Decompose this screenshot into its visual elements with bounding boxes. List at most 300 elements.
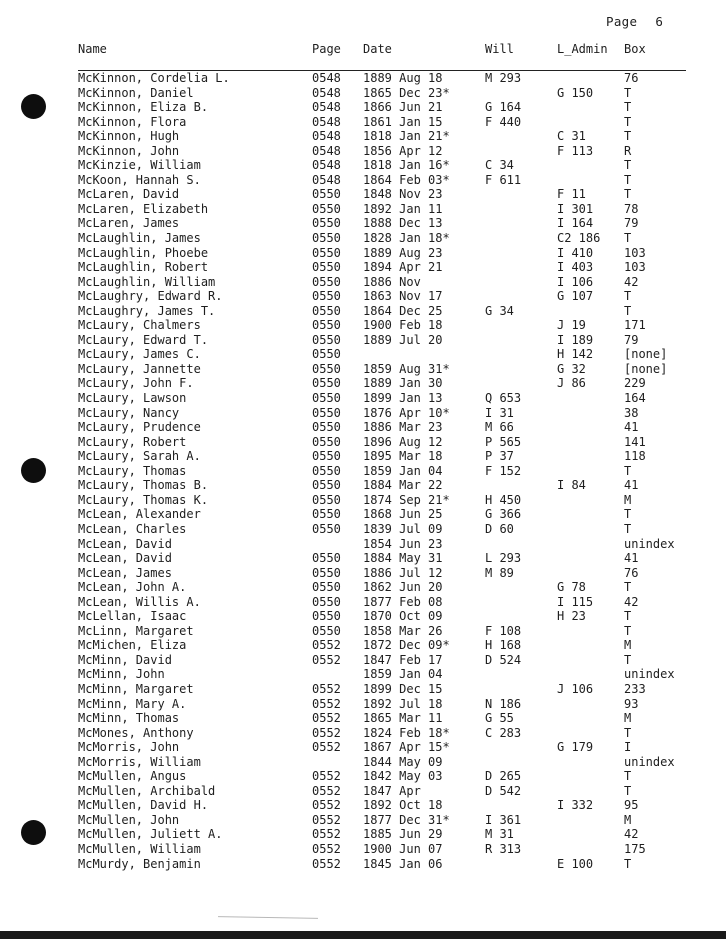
table-row (0, 769, 726, 784)
cell-box: [none] (624, 347, 668, 362)
cell-name: McMinn, Margaret (78, 681, 194, 696)
cell-page: 0552 (312, 740, 341, 755)
cell-name: McMorris, John (78, 740, 180, 755)
cell-will: M 31 (485, 827, 514, 842)
cell-name: McLaury, Edward T. (78, 332, 209, 347)
table-row (0, 507, 726, 522)
cell-l-admin: G 179 (557, 740, 594, 755)
scan-edge (0, 931, 726, 939)
cell-date: 1861 Jan 15 (363, 114, 443, 129)
cell-will: F 611 (485, 172, 522, 187)
cell-name: McLaury, Jannette (78, 361, 201, 376)
cell-name: McLean, John A. (78, 580, 187, 595)
cell-page: 0550 (312, 376, 341, 391)
cell-page: 0550 (312, 289, 341, 304)
cell-l-admin: I 301 (557, 201, 594, 216)
cell-name: McKinzie, William (78, 158, 201, 173)
cell-will: M 66 (485, 420, 514, 435)
cell-name: McLaury, Thomas K. (78, 492, 209, 507)
cell-will: G 34 (485, 303, 514, 318)
cell-name: McLean, David (78, 536, 172, 551)
cell-date: 1886 Jul 12 (363, 565, 443, 580)
cell-page: 0550 (312, 492, 341, 507)
cell-will: R 313 (485, 841, 522, 856)
cell-page: 0548 (312, 158, 341, 173)
cell-l-admin: G 107 (557, 289, 594, 304)
cell-box: T (624, 187, 632, 202)
cell-date: 1895 Mar 18 (363, 449, 443, 464)
cell-page: 0552 (312, 725, 341, 740)
cell-box: T (624, 783, 632, 798)
cell-name: McLaughlin, Robert (78, 260, 209, 275)
cell-box: T (624, 580, 632, 595)
cell-date: 1884 May 31 (363, 551, 443, 566)
cell-l-admin: I 189 (557, 332, 594, 347)
cell-date: 1889 Aug 23 (363, 245, 443, 260)
cell-box: T (624, 856, 632, 871)
cell-page: 0550 (312, 216, 341, 231)
cell-name: McMullen, Angus (78, 769, 187, 784)
table-row (0, 362, 726, 377)
cell-date: 1864 Dec 25 (363, 303, 443, 318)
cell-name: McLinn, Margaret (78, 623, 194, 638)
cell-l-admin: I 403 (557, 260, 594, 275)
table-row (0, 595, 726, 610)
stray-mark (218, 916, 318, 919)
table-row (0, 537, 726, 552)
table-row (0, 813, 726, 828)
cell-date: 1900 Feb 18 (363, 318, 443, 333)
cell-date: 1900 Jun 07 (363, 841, 443, 856)
cell-l-admin: I 332 (557, 798, 594, 813)
cell-date: 1888 Dec 13 (363, 216, 443, 231)
cell-page: 0552 (312, 681, 341, 696)
cell-name: McMorris, William (78, 754, 201, 769)
cell-box: 175 (624, 841, 646, 856)
cell-date: 1859 Jan 04 (363, 667, 443, 682)
cell-l-admin: G 78 (557, 580, 586, 595)
cell-date: 1872 Dec 09* (363, 638, 450, 653)
cell-box: 41 (624, 420, 639, 435)
cell-date: 1868 Jun 25 (363, 507, 443, 522)
cell-will: D 60 (485, 521, 514, 536)
cell-box: 42 (624, 274, 639, 289)
cell-will: Q 653 (485, 391, 522, 406)
cell-date: 1884 Mar 22 (363, 478, 443, 493)
cell-box: 41 (624, 478, 639, 493)
table-row (0, 798, 726, 813)
table-row (0, 566, 726, 581)
cell-name: McLaury, Thomas B. (78, 478, 209, 493)
cell-box: 118 (624, 449, 646, 464)
cell-date: 1862 Jun 20 (363, 580, 443, 595)
cell-box: T (624, 289, 632, 304)
cell-date: 1889 Jan 30 (363, 376, 443, 391)
cell-page: 0550 (312, 201, 341, 216)
cell-date: 1839 Jul 09 (363, 521, 443, 536)
cell-l-admin: H 23 (557, 609, 586, 624)
punch-hole-bottom (21, 820, 46, 845)
cell-date: 1867 Apr 15* (363, 740, 450, 755)
cell-name: McMichen, Eliza (78, 638, 187, 653)
cell-will: D 265 (485, 769, 522, 784)
cell-name: McLaury, Prudence (78, 420, 201, 435)
cell-l-admin: I 115 (557, 594, 594, 609)
cell-date: 1818 Jan 21* (363, 129, 450, 144)
cell-box: I (624, 740, 632, 755)
cell-name: McMinn, John (78, 667, 165, 682)
cell-date: 1877 Dec 31* (363, 812, 450, 827)
cell-name: McLaughlin, James (78, 231, 201, 246)
cell-box: unindex (624, 536, 675, 551)
cell-page: 0552 (312, 711, 341, 726)
table-row (0, 246, 726, 261)
header-will: Will (485, 42, 514, 56)
cell-name: McLaury, James C. (78, 347, 201, 362)
cell-name: McMinn, Mary A. (78, 696, 187, 711)
cell-box: T (624, 114, 632, 129)
table-row (0, 187, 726, 202)
table-row (0, 624, 726, 639)
cell-l-admin: C2 186 (557, 231, 601, 246)
cell-l-admin: I 84 (557, 478, 586, 493)
cell-page: 0550 (312, 347, 341, 362)
cell-page: 0550 (312, 478, 341, 493)
cell-page: 0550 (312, 463, 341, 478)
cell-name: McLean, Willis A. (78, 594, 201, 609)
cell-date: 1874 Sep 21* (363, 492, 450, 507)
table-row (0, 740, 726, 755)
cell-page: 0550 (312, 260, 341, 275)
table-row (0, 420, 726, 435)
cell-page: 0550 (312, 521, 341, 536)
cell-page: 0548 (312, 129, 341, 144)
table-row (0, 711, 726, 726)
table-row (0, 333, 726, 348)
cell-name: McMullen, Juliett A. (78, 827, 223, 842)
cell-date: 1889 Aug 18 (363, 71, 443, 85)
cell-page: 0550 (312, 318, 341, 333)
cell-page: 0550 (312, 551, 341, 566)
cell-page: 0548 (312, 114, 341, 129)
cell-page: 0550 (312, 332, 341, 347)
cell-box: T (624, 129, 632, 144)
table-row (0, 391, 726, 406)
table-row (0, 144, 726, 159)
punch-hole-top (21, 94, 46, 119)
cell-box: T (624, 769, 632, 784)
cell-box: 233 (624, 681, 646, 696)
cell-name: McKinnon, Daniel (78, 85, 194, 100)
cell-will: I 361 (485, 812, 522, 827)
cell-box: M (624, 812, 632, 827)
cell-date: 1854 Jun 23 (363, 536, 443, 551)
cell-date: 1847 Feb 17 (363, 652, 443, 667)
cell-page: 0550 (312, 623, 341, 638)
cell-box: 42 (624, 827, 639, 842)
cell-l-admin: H 142 (557, 347, 594, 362)
cell-name: McLaury, Chalmers (78, 318, 201, 333)
cell-will: M 89 (485, 565, 514, 580)
table-row (0, 347, 726, 362)
cell-l-admin: J 86 (557, 376, 586, 391)
table-row (0, 580, 726, 595)
cell-date: 1865 Dec 23* (363, 85, 450, 100)
table-row (0, 755, 726, 770)
cell-box: 93 (624, 696, 639, 711)
cell-box: 103 (624, 260, 646, 275)
cell-l-admin: J 106 (557, 681, 594, 696)
cell-date: 1824 Feb 18* (363, 725, 450, 740)
cell-date: 1899 Dec 15 (363, 681, 443, 696)
cell-page: 0552 (312, 841, 341, 856)
cell-name: McMullen, Archibald (78, 783, 216, 798)
cell-l-admin: G 150 (557, 85, 594, 100)
cell-date: 1870 Oct 09 (363, 609, 443, 624)
cell-page: 0550 (312, 565, 341, 580)
table-row (0, 216, 726, 231)
table-row (0, 260, 726, 275)
cell-box: T (624, 158, 632, 173)
cell-box: R (624, 143, 632, 158)
table-row (0, 638, 726, 653)
cell-will: P 565 (485, 434, 522, 449)
cell-page: 0550 (312, 303, 341, 318)
cell-will: C 34 (485, 158, 514, 173)
cell-date: 1889 Jul 20 (363, 332, 443, 347)
cell-date: 1892 Oct 18 (363, 798, 443, 813)
table-row (0, 857, 726, 872)
cell-date: 1828 Jan 18* (363, 231, 450, 246)
cell-page: 0550 (312, 187, 341, 202)
cell-date: 1896 Aug 12 (363, 434, 443, 449)
cell-box: 78 (624, 201, 639, 216)
cell-page: 0550 (312, 507, 341, 522)
cell-box: unindex (624, 754, 675, 769)
cell-will: H 450 (485, 492, 522, 507)
cell-date: 1885 Jun 29 (363, 827, 443, 842)
cell-l-admin: F 11 (557, 187, 586, 202)
cell-page: 0552 (312, 856, 341, 871)
table-row (0, 653, 726, 668)
table-row (0, 464, 726, 479)
cell-date: 1859 Jan 04 (363, 463, 443, 478)
cell-page: 0548 (312, 100, 341, 115)
table-row (0, 289, 726, 304)
cell-name: McKinnon, Eliza B. (78, 100, 209, 115)
cell-box: T (624, 100, 632, 115)
cell-page: 0552 (312, 652, 341, 667)
column-headers (0, 42, 726, 58)
cell-name: McLaughlin, Phoebe (78, 245, 209, 260)
table-row (0, 318, 726, 333)
cell-page: 0552 (312, 696, 341, 711)
cell-name: McKinnon, Flora (78, 114, 187, 129)
table-row (0, 158, 726, 173)
header-box: Box (624, 42, 646, 56)
cell-box: 76 (624, 565, 639, 580)
page-label: Page (606, 14, 638, 29)
cell-date: 1886 Mar 23 (363, 420, 443, 435)
cell-date: 1894 Apr 21 (363, 260, 443, 275)
punch-hole-middle (21, 458, 46, 483)
cell-name: McLaren, Elizabeth (78, 201, 209, 216)
table-row (0, 129, 726, 144)
cell-name: McMullen, William (78, 841, 201, 856)
cell-name: McLean, James (78, 565, 172, 580)
cell-name: McMinn, Thomas (78, 711, 180, 726)
cell-l-admin: E 100 (557, 856, 594, 871)
cell-page: 0550 (312, 420, 341, 435)
cell-name: McLaren, James (78, 216, 180, 231)
cell-will: M 293 (485, 71, 522, 85)
cell-date: 1842 May 03 (363, 769, 443, 784)
cell-page: 0550 (312, 231, 341, 246)
cell-name: McLaury, Nancy (78, 405, 180, 420)
cell-will: D 524 (485, 652, 522, 667)
cell-l-admin: G 32 (557, 361, 586, 376)
cell-date: 1892 Jul 18 (363, 696, 443, 711)
cell-page: 0550 (312, 274, 341, 289)
cell-page: 0550 (312, 449, 341, 464)
cell-name: McKinnon, John (78, 143, 180, 158)
cell-name: McLaury, Robert (78, 434, 187, 449)
cell-name: McLaury, Lawson (78, 391, 187, 406)
cell-page: 0550 (312, 594, 341, 609)
table-row (0, 551, 726, 566)
cell-name: McLellan, Isaac (78, 609, 187, 624)
cell-date: 1858 Mar 26 (363, 623, 443, 638)
cell-date: 1859 Aug 31* (363, 361, 450, 376)
cell-box: [none] (624, 361, 668, 376)
cell-name: McLaughry, James T. (78, 303, 216, 318)
cell-name: McMullen, John (78, 812, 180, 827)
cell-name: McKinnon, Hugh (78, 129, 180, 144)
page-number-header (606, 14, 663, 29)
cell-page: 0548 (312, 143, 341, 158)
cell-date: 1899 Jan 13 (363, 391, 443, 406)
table-row (0, 609, 726, 624)
cell-name: McMinn, David (78, 652, 172, 667)
cell-box: T (624, 231, 632, 246)
cell-page: 0550 (312, 609, 341, 624)
cell-page: 0550 (312, 361, 341, 376)
header-l-admin: L_Admin (557, 42, 608, 56)
table-row (0, 682, 726, 697)
header-name: Name (78, 42, 107, 56)
table-row (0, 231, 726, 246)
cell-page: 0550 (312, 245, 341, 260)
cell-box: 229 (624, 376, 646, 391)
cell-page: 0548 (312, 172, 341, 187)
cell-page: 0550 (312, 434, 341, 449)
cell-will: H 168 (485, 638, 522, 653)
cell-l-admin: I 106 (557, 274, 594, 289)
table-row (0, 115, 726, 130)
table-row (0, 100, 726, 115)
cell-name: McLaughlin, William (78, 274, 216, 289)
table-row (0, 304, 726, 319)
cell-will: F 152 (485, 463, 522, 478)
cell-name: McLaury, John F. (78, 376, 194, 391)
cell-will: D 542 (485, 783, 522, 798)
page-number: 6 (655, 14, 664, 29)
cell-date: 1848 Nov 23 (363, 187, 443, 202)
table-row (0, 522, 726, 537)
cell-box: T (624, 172, 632, 187)
cell-name: McLean, David (78, 551, 172, 566)
cell-name: McMullen, David H. (78, 798, 209, 813)
table-row (0, 71, 726, 86)
cell-name: McLaren, David (78, 187, 180, 202)
cell-date: 1847 Apr (363, 783, 421, 798)
table-row (0, 697, 726, 712)
cell-box: 103 (624, 245, 646, 260)
cell-l-admin: C 31 (557, 129, 586, 144)
cell-box: T (624, 725, 632, 740)
table-row (0, 784, 726, 799)
cell-page: 0552 (312, 783, 341, 798)
cell-date: 1844 May 09 (363, 754, 443, 769)
cell-date: 1876 Apr 10* (363, 405, 450, 420)
cell-page: 0550 (312, 580, 341, 595)
cell-will: C 283 (485, 725, 522, 740)
cell-box: M (624, 638, 632, 653)
index-table (0, 71, 726, 871)
table-row (0, 376, 726, 391)
cell-page: 0552 (312, 812, 341, 827)
cell-page: 0552 (312, 798, 341, 813)
cell-name: McLean, Charles (78, 521, 187, 536)
cell-date: 1863 Nov 17 (363, 289, 443, 304)
cell-l-admin: F 113 (557, 143, 594, 158)
cell-date: 1845 Jan 06 (363, 856, 443, 871)
table-row (0, 667, 726, 682)
table-row (0, 435, 726, 450)
cell-will: G 164 (485, 100, 522, 115)
cell-name: McLaury, Sarah A. (78, 449, 201, 464)
cell-date: 1886 Nov (363, 274, 421, 289)
cell-box: 42 (624, 594, 639, 609)
cell-box: 79 (624, 332, 639, 347)
cell-date: 1892 Jan 11 (363, 201, 443, 216)
cell-box: M (624, 492, 632, 507)
cell-box: unindex (624, 667, 675, 682)
table-row (0, 449, 726, 464)
cell-page: 0552 (312, 827, 341, 842)
cell-date: 1864 Feb 03* (363, 172, 450, 187)
cell-box: T (624, 652, 632, 667)
cell-box: T (624, 623, 632, 638)
cell-page: 0550 (312, 391, 341, 406)
table-row (0, 726, 726, 741)
table-row (0, 275, 726, 290)
cell-will: F 108 (485, 623, 522, 638)
cell-will: G 366 (485, 507, 522, 522)
cell-page: 0548 (312, 85, 341, 100)
cell-will: I 31 (485, 405, 514, 420)
cell-will: L 293 (485, 551, 522, 566)
cell-page: 0552 (312, 638, 341, 653)
cell-box: 41 (624, 551, 639, 566)
table-row (0, 842, 726, 857)
cell-box: T (624, 507, 632, 522)
cell-box: 95 (624, 798, 639, 813)
table-row (0, 406, 726, 421)
cell-box: T (624, 303, 632, 318)
cell-name: McMurdy, Benjamin (78, 856, 201, 871)
cell-page: 0548 (312, 71, 341, 85)
